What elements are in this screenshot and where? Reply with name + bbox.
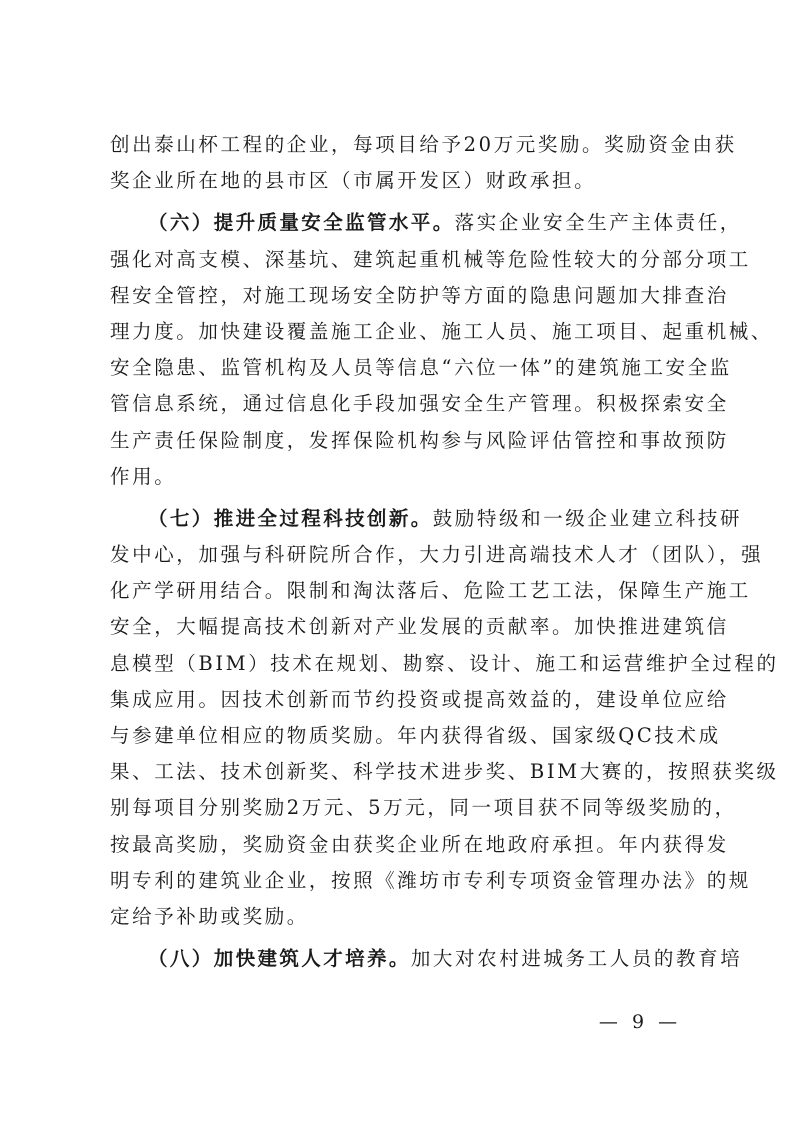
text-line: 按最高奖励，奖励资金由获奖企业所在地政府承担。年内获得发 <box>110 832 729 856</box>
section-heading-6: （六）提升质量安全监管水平。 <box>148 211 455 235</box>
text-line: 化产学研用结合。限制和淘汰落后、危险工艺工法，保障生产施工 <box>110 579 751 603</box>
text-line: 作用。 <box>110 464 177 488</box>
text-line: 别每项目分别奖励2万元、5万元，同一项目获不同等级奖励的， <box>110 796 737 820</box>
text-line: 程安全管控，对施工现场安全防护等方面的隐患问题加大排查治 <box>110 283 729 307</box>
text-line: 发中心，加强与科研院所合作，大力引进高端技术人才（团队），强 <box>110 543 764 567</box>
text-line: 创出泰山杯工程的企业，每项目给予20万元奖励。奖励资金由获 <box>110 133 737 156</box>
section-heading-7: （七）推进全过程科技创新。 <box>148 506 433 530</box>
text-line: 集成应用。因技术创新而节约投资或提高效益的，建设单位应给 <box>110 687 729 711</box>
paragraph-first-line <box>110 941 743 977</box>
text-line: 管信息系统，通过信息化手段加强安全生产管理。积极探索安全 <box>110 392 729 416</box>
text-span: 鼓励特级和一级企业建立科技研 <box>432 506 743 530</box>
text-line: 安全隐患、监管机构及人员等信息“六位一体”的建筑施工安全监 <box>110 356 732 380</box>
text-line: 生产责任保险制度，发挥保险机构参与风险评估管控和事故预防 <box>110 428 729 452</box>
text-line: 与参建单位相应的物质奖励。年内获得省级、国家级QC技术成 <box>110 724 721 747</box>
paragraph-first-line <box>110 501 743 537</box>
paragraph-first-line <box>110 205 742 241</box>
text-line: 定给予补助或奖励。 <box>110 904 309 928</box>
page-number: — 9 — <box>598 1011 682 1033</box>
text-line: 明专利的建筑业企业，按照《潍坊市专利专项资金管理办法》的规 <box>110 868 751 892</box>
body-text <box>110 127 779 977</box>
text-line: 安全，大幅提高技术创新对产业发展的贡献率。加快推进建筑信 <box>110 615 729 639</box>
text-line: 果、工法、技术创新奖、科学技术进步奖、BIM大赛的，按照获奖级 <box>110 760 779 784</box>
text-span: 落实企业安全生产主体责任， <box>454 211 742 235</box>
text-line: 理力度。加快建设覆盖施工企业、施工人员、施工项目、起重机械、 <box>110 319 774 343</box>
text-line: 强化对高支模、深基坑、建筑起重机械等危险性较大的分部分项工 <box>110 247 751 271</box>
text-line: 奖企业所在地的县市区（市属开发区）财政承担。 <box>110 169 597 193</box>
text-span: 加大对农村进城务工人员的教育培 <box>410 947 743 971</box>
section-heading-8: （八）加快建筑人才培养。 <box>148 947 411 971</box>
text-line: 息模型（BIM）技术在规划、勘察、设计、施工和运营维护全过程的 <box>110 651 779 675</box>
